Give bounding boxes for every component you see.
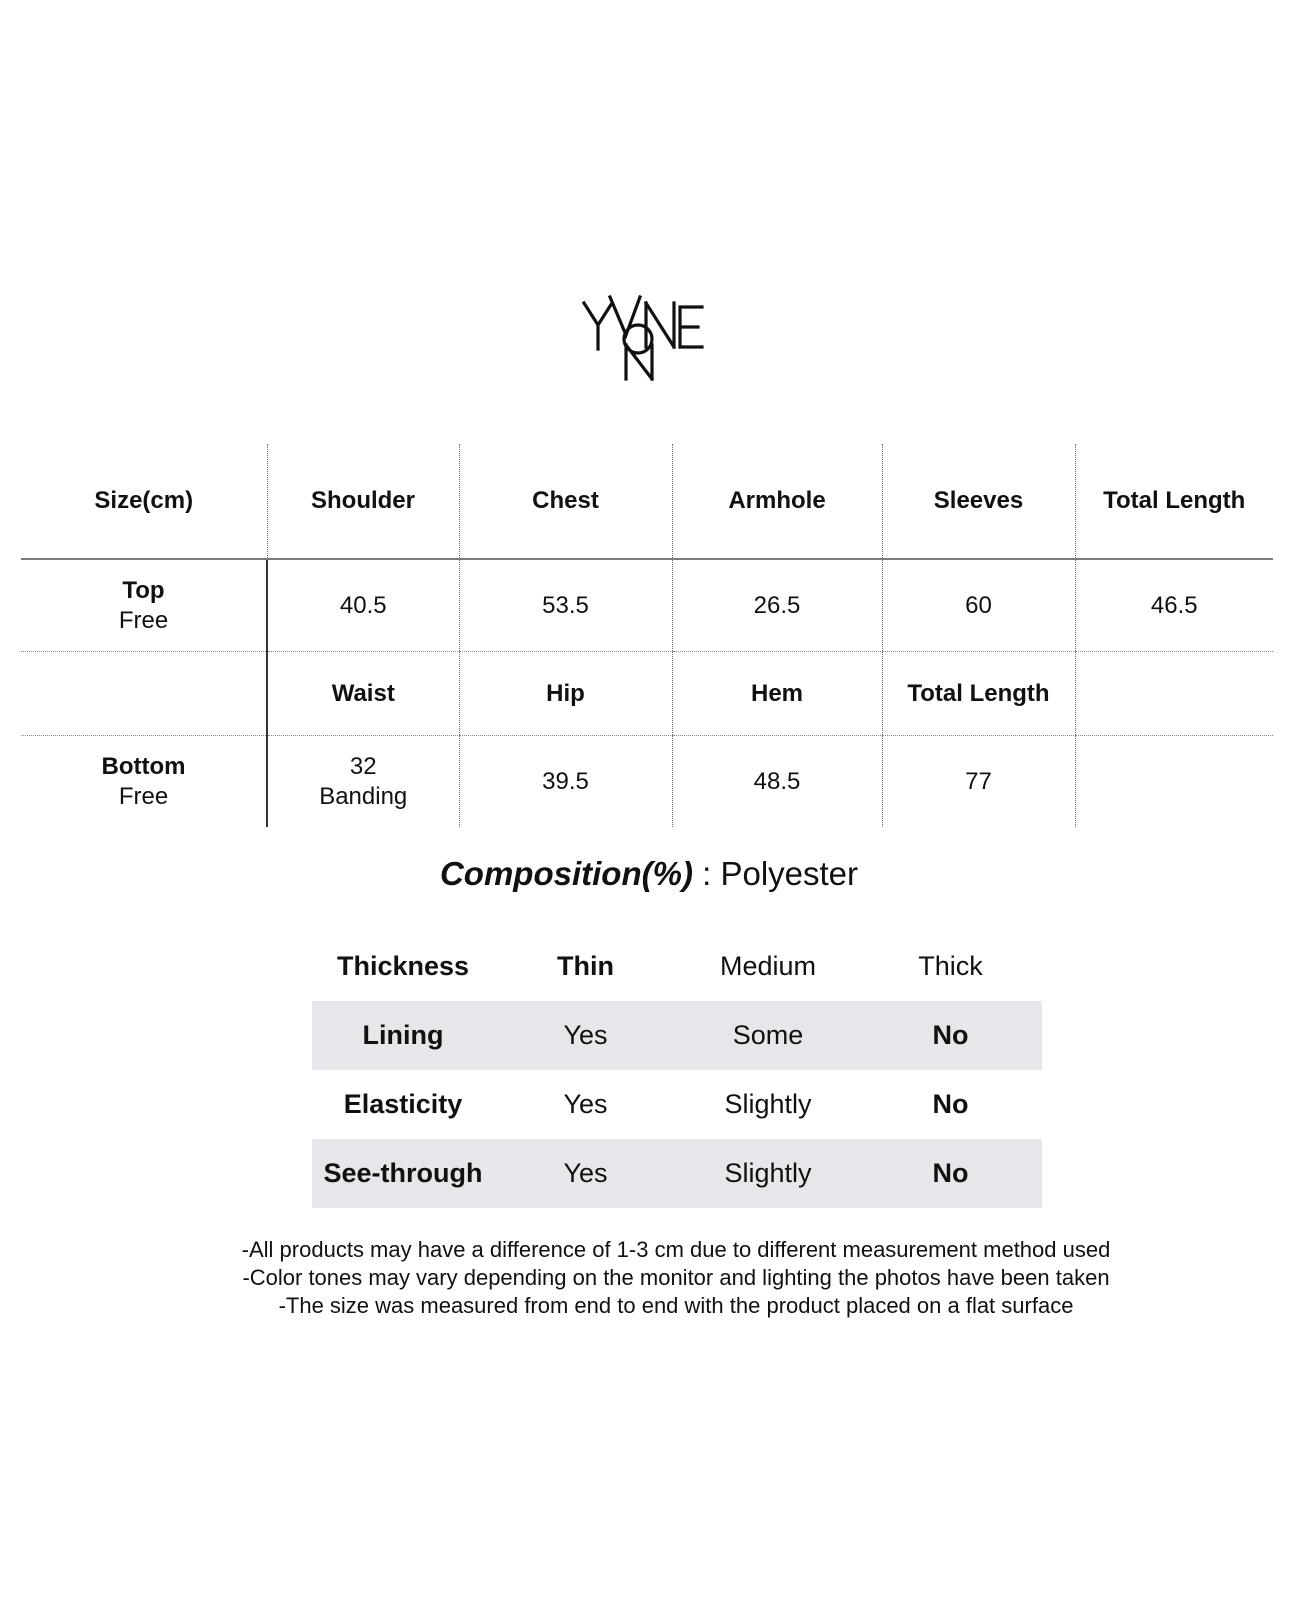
composition-separator: :	[692, 855, 721, 892]
header-total-length: Total Length	[1075, 444, 1273, 559]
header-armhole: Armhole	[672, 444, 882, 559]
bottom-total-length-value: 77	[882, 736, 1075, 828]
attribute-row-elasticity	[312, 1070, 1042, 1139]
top-chest-value: 53.5	[459, 559, 672, 652]
bottom-name: Bottom	[101, 752, 186, 780]
note-line: -The size was measured from end to end with the product placed on a flat surface	[278, 1293, 1074, 1318]
top-size-row	[21, 559, 1273, 652]
attribute-option: Yes	[563, 1089, 608, 1119]
waist-note: Banding	[319, 782, 408, 810]
header-shoulder: Shoulder	[267, 444, 459, 559]
header-waist: Waist	[267, 652, 459, 736]
top-shoulder-value: 40.5	[267, 559, 459, 652]
top-total-length-value: 46.5	[1075, 559, 1273, 652]
bottom-empty-end	[1075, 736, 1273, 828]
composition-label: Composition(%)	[439, 855, 693, 892]
attribute-name: Elasticity	[343, 1089, 463, 1119]
header-size: Size(cm)	[21, 444, 267, 559]
attribute-row-lining	[312, 1001, 1042, 1070]
attribute-option: Thick	[918, 951, 983, 981]
header-sleeves: Sleeves	[882, 444, 1075, 559]
bottom-size-row	[21, 736, 1273, 828]
note-line: -All products may have a difference of 1-3 cm due to different measurement method used	[241, 1237, 1111, 1262]
bottom-hem-value: 48.5	[672, 736, 882, 828]
top-row-label	[21, 559, 267, 652]
notes	[0, 1236, 1298, 1320]
note-line: -Color tones may vary depending on the monitor and lighting the photos have been taken	[242, 1265, 1110, 1290]
top-sleeves-value: 60	[882, 559, 1075, 652]
attribute-option: Thin	[557, 951, 614, 981]
bottom-row-label	[21, 736, 267, 828]
attribute-option: Yes	[494, 1139, 677, 1208]
attribute-rows	[312, 932, 1042, 1208]
attribute-option: Some	[677, 1001, 859, 1070]
attribute-table	[312, 932, 1042, 1208]
attribute-option: No	[859, 1139, 1042, 1208]
attribute-name: Thickness	[336, 951, 470, 981]
bottom-size: Free	[118, 782, 169, 810]
waist-value: 32	[349, 752, 377, 780]
size-table	[21, 444, 1273, 827]
brand-logo	[582, 295, 714, 385]
attribute-option: No	[932, 1089, 969, 1119]
header-bottom-total-length: Total Length	[882, 652, 1075, 736]
attribute-option: Slightly	[724, 1089, 812, 1119]
attribute-option: Slightly	[677, 1139, 859, 1208]
top-name: Top	[122, 576, 165, 604]
attribute-option: Medium	[719, 951, 817, 981]
attribute-name: Lining	[312, 1001, 494, 1070]
attribute-option: Yes	[494, 1001, 677, 1070]
header-chest: Chest	[459, 444, 672, 559]
top-armhole-value: 26.5	[672, 559, 882, 652]
bottom-header-empty-end	[1075, 652, 1273, 736]
top-size: Free	[118, 606, 169, 634]
header-hem: Hem	[672, 652, 882, 736]
attribute-row-thickness	[312, 932, 1042, 1001]
bottom-hip-value: 39.5	[459, 736, 672, 828]
bottom-header-empty	[21, 652, 267, 736]
bottom-header-row	[21, 652, 1273, 736]
header-hip: Hip	[459, 652, 672, 736]
size-header-row	[21, 444, 1273, 559]
attribute-row-see-through	[312, 1139, 1042, 1208]
attribute-name: See-through	[312, 1139, 494, 1208]
composition-value: Polyester	[720, 855, 859, 892]
attribute-option: No	[859, 1001, 1042, 1070]
bottom-waist-value	[267, 736, 459, 828]
composition	[0, 854, 1298, 894]
